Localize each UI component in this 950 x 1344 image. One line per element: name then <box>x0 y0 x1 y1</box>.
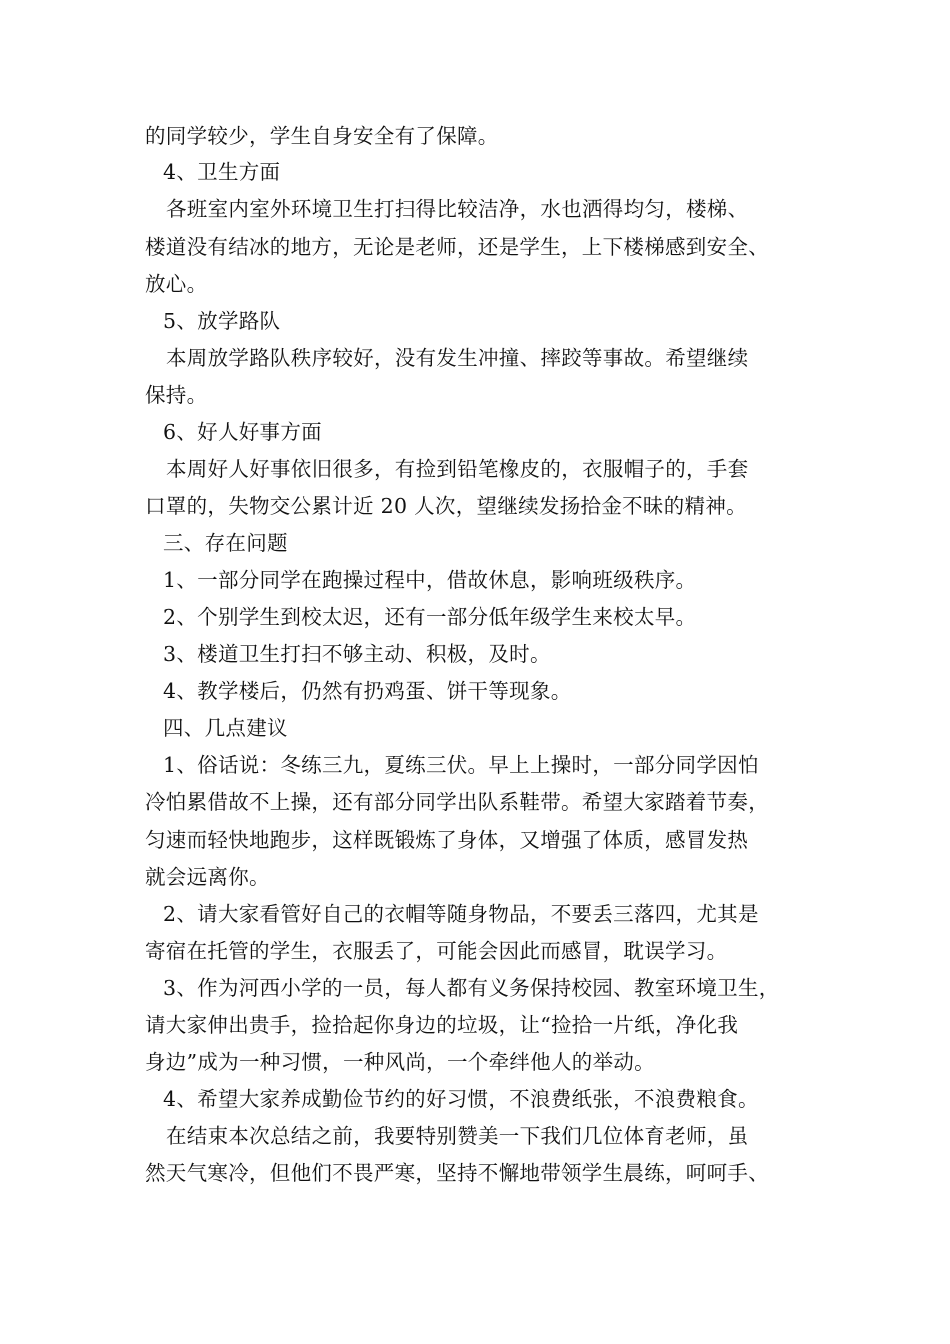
list-item: 3、楼道卫生打扫不够主动、积极，及时。 <box>163 642 551 666</box>
text-line: 匀速而轻快地跑步，这样既锻炼了身体，又增强了体质，感冒发热 <box>145 828 749 852</box>
section-heading: 四、几点建议 <box>163 716 288 740</box>
text-line: 就会远离你。 <box>145 865 270 889</box>
list-item: 2、请大家看管好自己的衣帽等随身物品，不要丢三落四，尤其是 <box>163 902 759 926</box>
section-heading: 6、好人好事方面 <box>163 420 322 444</box>
text-line: 保持。 <box>145 383 208 407</box>
text-line: 冷怕累借故不上操，还有部分同学出队系鞋带。希望大家踏着节奏， <box>145 790 769 814</box>
section-heading: 4、卫生方面 <box>163 160 281 184</box>
list-item: 1、俗话说：冬练三九，夏练三伏。早上上操时，一部分同学因怕 <box>163 753 759 777</box>
text-line: 口罩的，失物交公累计近 20 人次，望继续发扬拾金不昧的精神。 <box>145 494 747 518</box>
text-line: 请大家伸出贵手，捡拾起你身边的垃圾，让“捡拾一片纸，净化我 <box>145 1013 739 1037</box>
text-line: 身边”成为一种习惯，一种风尚，一个牵绊他人的举动。 <box>145 1050 655 1074</box>
list-item: 3、作为河西小学的一员，每人都有义务保持校园、教室环境卫生， <box>163 976 780 1000</box>
section-heading: 三、存在问题 <box>163 531 288 555</box>
list-item: 1、一部分同学在跑操过程中，借故休息，影响班级秩序。 <box>163 568 697 592</box>
text-line: 本周放学路队秩序较好，没有发生冲撞、摔跤等事故。希望继续 <box>166 346 749 370</box>
text-line: 然天气寒冷，但他们不畏严寒，坚持不懈地带领学生晨练，呵呵手、 <box>145 1161 769 1185</box>
text-line: 寄宿在托管的学生，衣服丢了，可能会因此而感冒，耽误学习。 <box>145 939 728 963</box>
text-line: 本周好人好事依旧很多，有捡到铅笔橡皮的，衣服帽子的，手套 <box>166 457 749 481</box>
list-item: 4、希望大家养成勤俭节约的好习惯，不浪费纸张，不浪费粮食。 <box>163 1087 759 1111</box>
list-item: 2、个别学生到校太迟，还有一部分低年级学生来校太早。 <box>163 605 697 629</box>
text-line: 在结束本次总结之前，我要特别赞美一下我们几位体育老师，虽 <box>166 1124 749 1148</box>
text-line: 楼道没有结冰的地方，无论是老师，还是学生，上下楼梯感到安全、 <box>145 235 769 259</box>
text-line: 的同学较少，学生自身安全有了保障。 <box>145 124 499 148</box>
text-line: 放心。 <box>145 272 208 296</box>
section-heading: 5、放学路队 <box>163 309 281 333</box>
text-line: 各班室内室外环境卫生打扫得比较洁净，水也洒得均匀，楼梯、 <box>166 197 749 221</box>
list-item: 4、教学楼后，仍然有扔鸡蛋、饼干等现象。 <box>163 679 572 703</box>
